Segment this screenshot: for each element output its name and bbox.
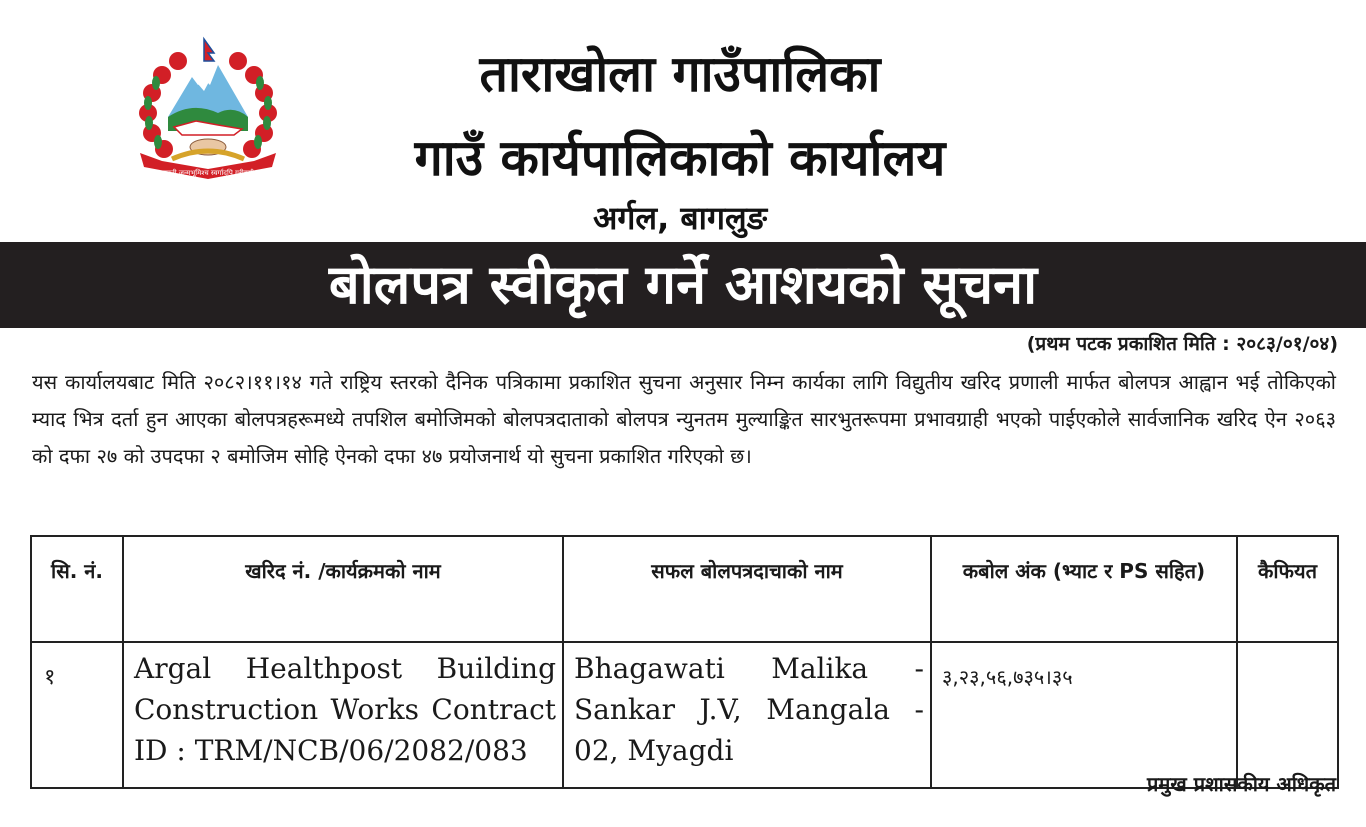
- emblem-motto: जननी जन्मभूमिश्च स्वर्गादपि गरीयसी: [161, 169, 255, 177]
- cell-bidder: Bhagawati Malika - Sankar J.V, Mangala - 02, Myagdi: [563, 642, 931, 788]
- header-sn: सि. नं.: [31, 536, 123, 642]
- cell-remarks: [1237, 642, 1338, 788]
- cell-program: Argal Healthpost Building Construction Works Contract ID : TRM/NCB/06/2082/083: [123, 642, 563, 788]
- cell-amount: ३,२३,५६,७३५।३५: [931, 642, 1237, 788]
- nepal-emblem-icon: [122, 35, 294, 185]
- publication-date-note: (प्रथम पटक प्रकाशित मिति : २०८३/०१/०४): [1026, 333, 1338, 355]
- office-location: अर्गल, बागलुङ: [592, 199, 768, 237]
- table-header-row: [31, 536, 1338, 642]
- award-table: [30, 535, 1339, 789]
- signatory-title: प्रमुख प्रशासकीय अधिकृत: [1147, 772, 1336, 796]
- table-row: [31, 642, 1338, 788]
- header-remarks: कैफियत: [1237, 536, 1338, 642]
- header-bidder: सफल बोलपत्रदाचाको नाम: [563, 536, 931, 642]
- office-name: गाउँ कार्यपालिकाको कार्यालय: [414, 129, 946, 187]
- header-program: खरिद नं. /कार्यक्रमको नाम: [123, 536, 563, 642]
- cell-sn: १: [31, 642, 123, 788]
- notice-body: यस कार्यालयबाट मिति २०८२।११।१४ गते राष्ट्रिय स्तरको दैनिक पत्रिकामा प्रकाशित सुचना अनुसार निम्न कार्यका लागि विद्युतीय खरिद प्रणाली मार्फत बोलपत्र आह्वान भई तोकिएको म्याद भित्र दर्ता हुन आएका बोलपत्रहरूमध्ये तपशिल बमोजिमको बोलपत्रदाताको बोलपत्र न्युनतम मुल्याङ्कित सारभुतरूपमा प्रभावग्राही भएको पाईएकोले सार्वजानिक खरिद ऐन २०६३ को दफा २७ को उपदफा २ बमोजिम सोहि ऐनको दफा ४७ प्रयोजनार्थ यो सुचना प्रकाशित गरिएको छ।: [32, 370, 1336, 468]
- header-amount: कबोल अंक (भ्याट र PS सहित): [931, 536, 1237, 642]
- org-name: ताराखोला गाउँपालिका: [479, 45, 881, 103]
- notice-title: बोलपत्र स्वीकृत गर्ने आशयको सूचना: [0, 242, 1366, 328]
